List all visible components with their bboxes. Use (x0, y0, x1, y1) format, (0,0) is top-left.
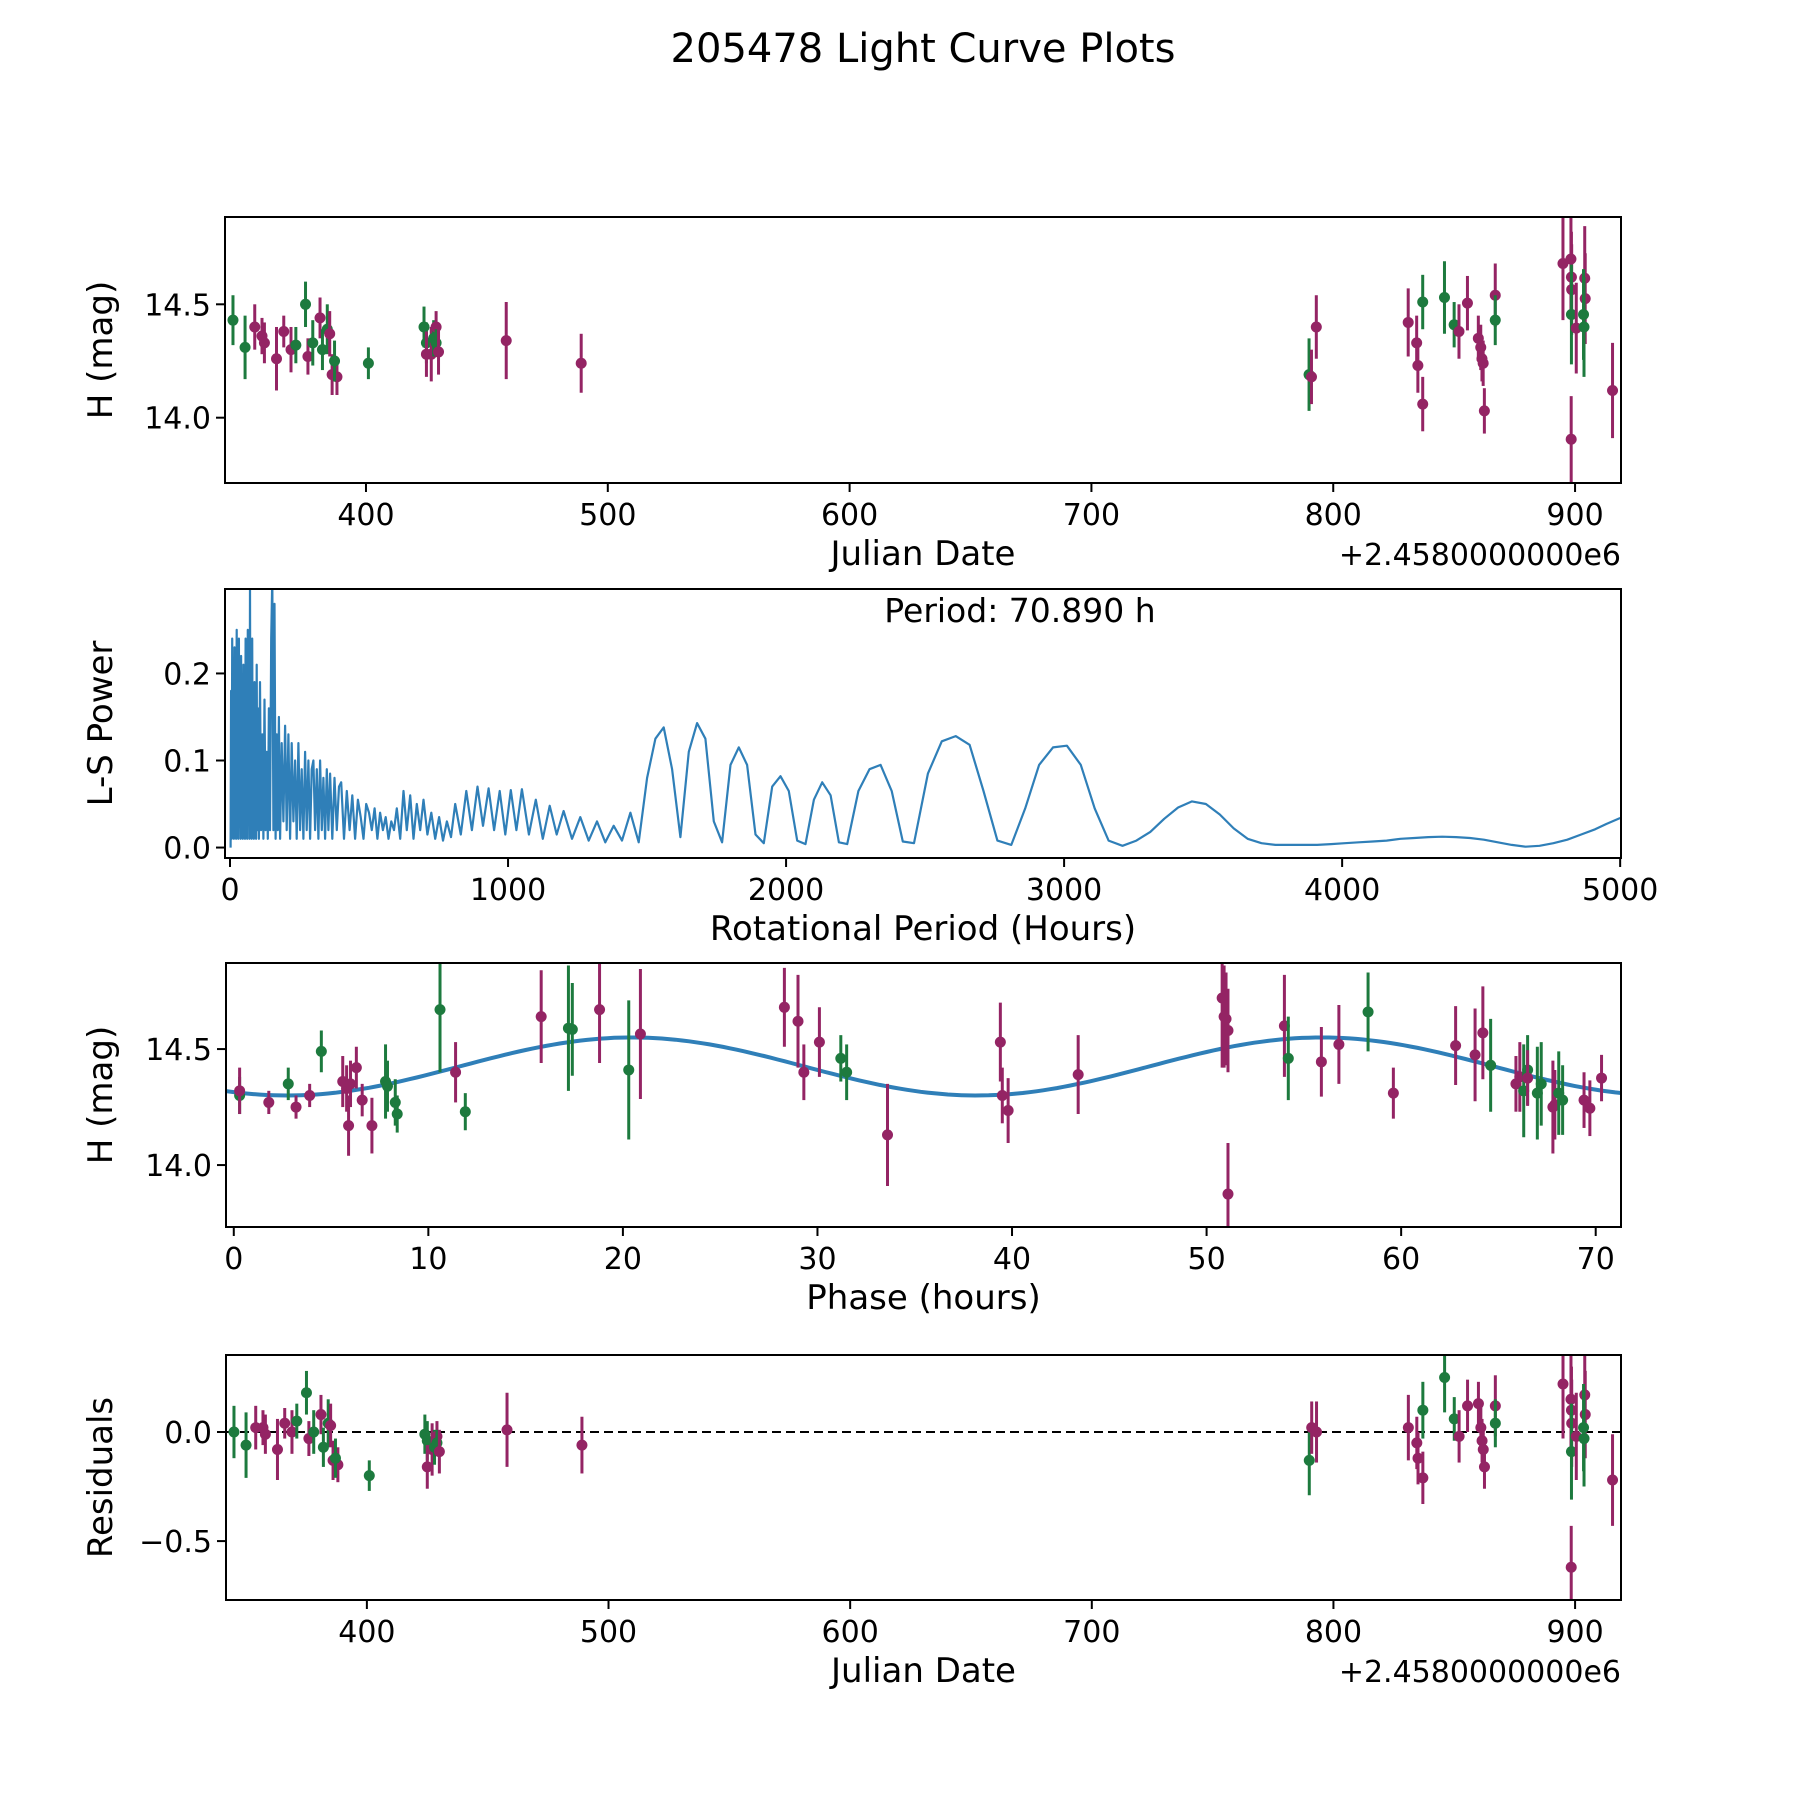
x-tick-label: 700 (1062, 498, 1121, 533)
data-point (841, 1067, 852, 1078)
data-point (1417, 399, 1428, 410)
x-tick-label: 1000 (469, 873, 547, 908)
data-point (300, 299, 311, 310)
data-point (433, 346, 444, 357)
data-point (227, 315, 238, 326)
data-point (1403, 317, 1414, 328)
data-point (1439, 292, 1450, 303)
data-point (304, 1090, 315, 1101)
period-annotation: Period: 70.890 h (884, 591, 1156, 630)
data-point (259, 337, 270, 348)
data-point (1003, 1105, 1014, 1116)
residuals-x-offset-label: +2.4580000000e6 (1338, 1655, 1621, 1690)
lightcurve-xlabel: Julian Date (830, 534, 1016, 574)
data-point (450, 1067, 461, 1078)
data-point (1283, 1053, 1294, 1064)
data-point (1490, 1418, 1501, 1429)
data-point (366, 1120, 377, 1131)
data-point (594, 1004, 605, 1015)
x-tick-label: 800 (1304, 1615, 1363, 1650)
data-point (329, 355, 340, 366)
data-point (382, 1081, 393, 1092)
x-tick-label: 500 (579, 1615, 638, 1650)
data-point (502, 1424, 513, 1435)
data-point (882, 1129, 893, 1140)
data-point (1477, 1027, 1488, 1038)
data-point (390, 1097, 401, 1108)
data-point (228, 1427, 239, 1438)
phased-data-layer (226, 928, 1622, 1245)
data-point (272, 1444, 283, 1455)
data-point (1304, 1455, 1315, 1466)
data-point (798, 1067, 809, 1078)
data-point (392, 1109, 403, 1120)
data-point (240, 342, 251, 353)
x-tick-label: 600 (821, 1615, 879, 1650)
data-point (779, 1002, 790, 1013)
data-point (301, 1387, 312, 1398)
data-point (1363, 1006, 1374, 1017)
data-point (1478, 358, 1489, 369)
data-point (1439, 1372, 1450, 1383)
x-tick-label: 900 (1546, 1615, 1604, 1650)
data-point (1579, 321, 1590, 332)
data-point (1453, 326, 1464, 337)
data-point (291, 1102, 302, 1113)
data-point (1485, 1060, 1496, 1071)
lightcurve-x-offset-label: +2.4580000000e6 (1338, 538, 1621, 573)
data-point (1454, 1431, 1465, 1442)
data-point (1306, 371, 1317, 382)
phased-xlabel: Phase (hours) (806, 1278, 1041, 1318)
data-point (316, 1046, 327, 1057)
data-point (345, 1078, 356, 1089)
data-point (793, 1016, 804, 1027)
data-point (1417, 1405, 1428, 1416)
lightcurve-ylabel: H (mag) (81, 280, 121, 420)
x-tick-label: 500 (579, 498, 637, 533)
subplot-periodogram (81, 578, 1658, 949)
phased-ylabel: H (mag) (81, 1025, 121, 1165)
data-point (635, 1028, 646, 1039)
x-tick-label: 50 (1187, 1242, 1226, 1277)
x-tick-label: 700 (1063, 1615, 1121, 1650)
x-tick-label: 5000 (1581, 873, 1659, 908)
data-point (260, 1429, 271, 1440)
data-point (315, 1409, 326, 1420)
y-tick-label: 0.0 (164, 1416, 212, 1452)
data-point (1462, 298, 1473, 309)
data-point (241, 1440, 252, 1451)
data-point (1566, 1562, 1577, 1573)
data-point (1412, 360, 1423, 371)
periodogram-xlabel: Rotational Period (Hours) (709, 909, 1137, 949)
residuals-data-layer (226, 1329, 1621, 1608)
x-tick-label: 40 (992, 1242, 1032, 1277)
data-point (1311, 1427, 1322, 1438)
x-tick-label: 70 (1576, 1242, 1615, 1277)
data-point (283, 1078, 294, 1089)
data-point (1316, 1056, 1327, 1067)
residuals-xlabel: Julian Date (831, 1651, 1016, 1691)
x-tick-label: 0 (220, 873, 240, 908)
data-point (1557, 1095, 1568, 1106)
subplot-phased (81, 928, 1622, 1318)
sine-fit-curve (226, 1038, 1622, 1096)
y-tick-label: 0.0 (163, 831, 211, 867)
y-tick-label: 14.0 (145, 1149, 212, 1185)
x-tick-label: 10 (409, 1242, 448, 1277)
data-point (1607, 1475, 1618, 1486)
y-tick-label: 14.5 (145, 1033, 212, 1069)
x-tick-label: 600 (820, 498, 879, 533)
data-point (1579, 1433, 1590, 1444)
data-point (357, 1095, 368, 1106)
data-point (576, 1440, 587, 1451)
data-point (1479, 405, 1490, 416)
data-point (1596, 1073, 1607, 1084)
data-point (263, 1097, 274, 1108)
data-point (364, 1470, 375, 1481)
data-point (324, 328, 335, 339)
data-point (1522, 1073, 1533, 1084)
data-point (234, 1085, 245, 1096)
data-point (1073, 1069, 1084, 1080)
x-tick-label: 20 (603, 1242, 642, 1277)
data-point (434, 1446, 445, 1457)
x-tick-label: 2000 (747, 873, 825, 908)
data-point (1607, 385, 1618, 396)
x-tick-label: 30 (798, 1242, 837, 1277)
data-point (1333, 1039, 1344, 1050)
data-point (351, 1062, 362, 1073)
data-point (1450, 1040, 1461, 1051)
subplot-residuals (81, 1329, 1621, 1691)
data-point (1536, 1078, 1547, 1089)
x-tick-label: 0 (224, 1242, 244, 1277)
data-point (997, 1090, 1008, 1101)
data-point (343, 1120, 354, 1131)
y-tick-label: 0.1 (163, 744, 211, 780)
data-point (995, 1037, 1006, 1048)
data-point (290, 340, 301, 351)
data-point (1311, 321, 1322, 332)
data-point (1222, 1025, 1233, 1036)
data-point (1222, 1189, 1233, 1200)
data-point (279, 1418, 290, 1429)
x-tick-label: 3000 (1025, 873, 1103, 908)
data-point (278, 326, 289, 337)
y-tick-label: 0.2 (163, 657, 211, 693)
data-point (249, 321, 260, 332)
data-point (307, 337, 318, 348)
data-point (363, 358, 374, 369)
x-tick-label: 800 (1304, 498, 1362, 533)
data-point (435, 1004, 446, 1015)
data-point (1470, 1049, 1481, 1060)
data-point (1417, 1472, 1428, 1483)
data-point (835, 1053, 846, 1064)
data-point (1566, 434, 1577, 445)
data-point (1221, 1013, 1232, 1024)
x-tick-label: 4000 (1303, 873, 1381, 908)
x-tick-label: 400 (337, 498, 395, 533)
lightcurve-data-layer (227, 202, 1618, 482)
subplot-lightcurve (81, 202, 1621, 574)
figure-title: 205478 Light Curve Plots (670, 26, 1176, 72)
data-point (271, 353, 282, 364)
subplots-group (81, 202, 1658, 1691)
data-point (814, 1037, 825, 1048)
data-point (623, 1064, 634, 1075)
data-point (1490, 315, 1501, 326)
data-point (1403, 1422, 1414, 1433)
data-point (315, 312, 326, 323)
data-point (460, 1106, 471, 1117)
y-tick-label: 14.0 (144, 401, 211, 437)
data-point (308, 1427, 319, 1438)
x-tick-label: 60 (1382, 1242, 1421, 1277)
periodogram-ylabel: L-S Power (81, 640, 121, 807)
data-point (1462, 1400, 1473, 1411)
residuals-axes-frame (226, 1355, 1621, 1600)
x-tick-label: 900 (1546, 498, 1604, 533)
x-tick-label: 400 (338, 1615, 396, 1650)
data-point (576, 358, 587, 369)
residuals-ylabel: Residuals (81, 1396, 121, 1559)
phased-axes-frame (226, 963, 1621, 1227)
data-point (330, 1453, 341, 1464)
data-point (291, 1416, 302, 1427)
data-point (1479, 1461, 1490, 1472)
data-point (325, 1420, 336, 1431)
y-tick-label: −0.5 (139, 1525, 212, 1561)
data-point (536, 1011, 547, 1022)
data-point (1388, 1088, 1399, 1099)
data-point (1558, 1379, 1569, 1390)
data-point (567, 1024, 578, 1035)
y-tick-label: 14.5 (144, 288, 211, 324)
data-point (1584, 1103, 1595, 1114)
data-point (501, 335, 512, 346)
data-point (1417, 297, 1428, 308)
